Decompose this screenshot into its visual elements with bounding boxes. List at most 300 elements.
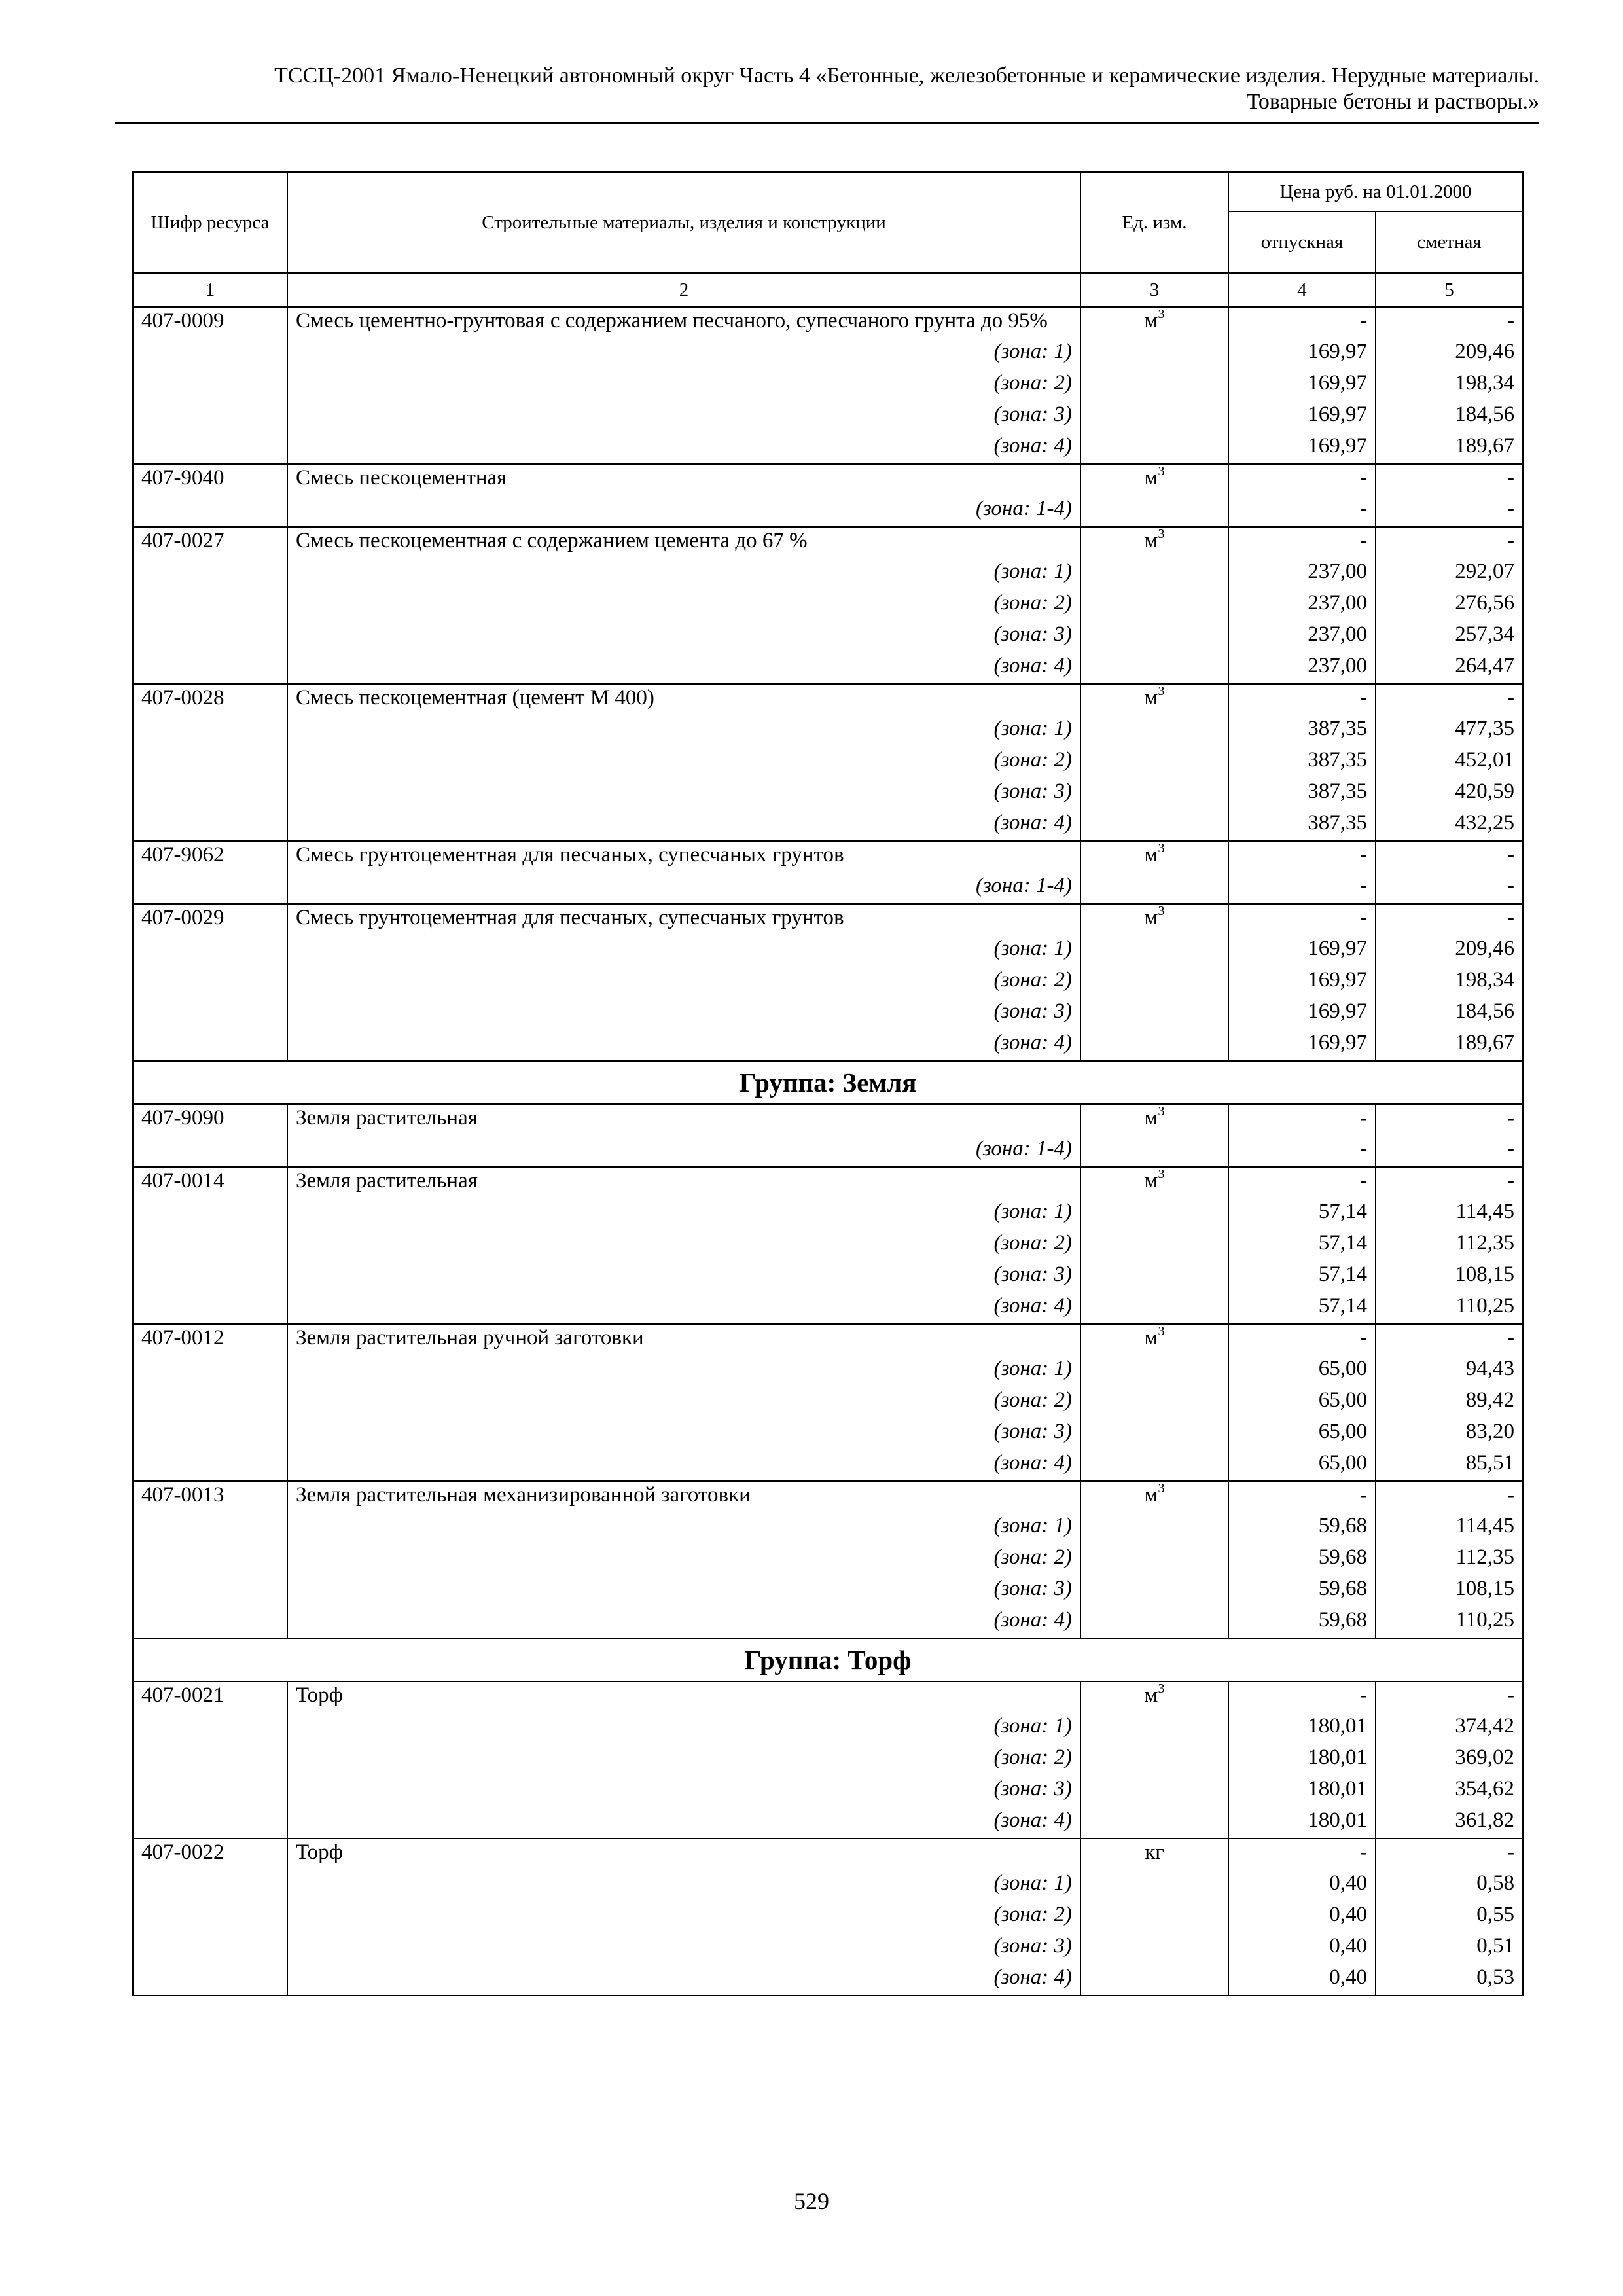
- zone-label: (зона: 1): [287, 715, 1080, 747]
- estimate-price: 198,34: [1376, 370, 1523, 401]
- unit-empty: [1080, 495, 1228, 527]
- zone-label: (зона: 1): [287, 1870, 1080, 1901]
- unit-empty: [1080, 370, 1228, 401]
- estimate-price: -: [1376, 464, 1523, 495]
- resource-code-empty: [133, 1544, 287, 1575]
- unit-empty: [1080, 1964, 1228, 1996]
- resource-name: Земля растительная механизированной заготовки: [287, 1481, 1080, 1513]
- unit-empty: [1080, 872, 1228, 904]
- estimate-price: 110,25: [1376, 1293, 1523, 1324]
- release-price: -: [1228, 1481, 1376, 1513]
- release-price: 387,35: [1228, 810, 1376, 841]
- unit-text: м: [1144, 906, 1158, 929]
- release-price: 0,40: [1228, 1964, 1376, 1996]
- estimate-price: -: [1376, 1136, 1523, 1167]
- table-row: [133, 684, 1523, 715]
- estimate-price: 209,46: [1376, 935, 1523, 967]
- zone-row: [133, 558, 1523, 590]
- table-row: [133, 841, 1523, 872]
- group-title: Группа: Торф: [133, 1638, 1523, 1681]
- release-price: 169,97: [1228, 433, 1376, 464]
- unit-cell: [1080, 307, 1228, 338]
- zone-row: [133, 715, 1523, 747]
- table-row: [133, 464, 1523, 495]
- estimate-price: 452,01: [1376, 747, 1523, 778]
- zone-row: [133, 998, 1523, 1030]
- unit-cell: [1080, 1839, 1228, 1870]
- release-price: -: [1228, 1104, 1376, 1136]
- table-row: [133, 527, 1523, 558]
- zone-label: (зона: 3): [287, 1575, 1080, 1607]
- release-price: 65,00: [1228, 1418, 1376, 1450]
- zone-label: (зона: 1-4): [287, 872, 1080, 904]
- unit-text: кг: [1145, 1840, 1164, 1864]
- unit-exponent: 3: [1158, 904, 1165, 918]
- resource-code-empty: [133, 1713, 287, 1744]
- estimate-price: 0,51: [1376, 1933, 1523, 1964]
- resource-code-empty: [133, 433, 287, 464]
- resource-code: 407-0021: [133, 1681, 287, 1713]
- header-unit: Ед. изм.: [1080, 172, 1228, 273]
- table-row: [133, 1481, 1523, 1513]
- release-price: -: [1228, 527, 1376, 558]
- unit-empty: [1080, 433, 1228, 464]
- resource-code-empty: [133, 1030, 287, 1061]
- estimate-price: 114,45: [1376, 1198, 1523, 1230]
- unit-cell: [1080, 684, 1228, 715]
- unit-empty: [1080, 1807, 1228, 1839]
- resource-code: 407-0028: [133, 684, 287, 715]
- resource-code-empty: [133, 715, 287, 747]
- unit-text: м: [1144, 1106, 1158, 1130]
- zone-label: (зона: 2): [287, 1744, 1080, 1776]
- zone-row: [133, 778, 1523, 810]
- release-price: -: [1228, 1681, 1376, 1713]
- unit-text: м: [1144, 1169, 1158, 1193]
- zone-label: (зона: 1): [287, 1713, 1080, 1744]
- unit-empty: [1080, 1870, 1228, 1901]
- resource-code-empty: [133, 621, 287, 653]
- unit-cell: [1080, 1681, 1228, 1713]
- release-price: 0,40: [1228, 1933, 1376, 1964]
- unit-empty: [1080, 998, 1228, 1030]
- zone-row: [133, 1261, 1523, 1293]
- estimate-price: 369,02: [1376, 1744, 1523, 1776]
- zone-row: [133, 495, 1523, 527]
- column-number: 4: [1228, 273, 1376, 307]
- estimate-price: -: [1376, 684, 1523, 715]
- zone-row: [133, 1198, 1523, 1230]
- estimate-price: 264,47: [1376, 653, 1523, 684]
- zone-label: (зона: 4): [287, 1450, 1080, 1481]
- resource-code-empty: [133, 1355, 287, 1387]
- zone-row: [133, 1450, 1523, 1481]
- zone-row: [133, 1418, 1523, 1450]
- table-row: [133, 1839, 1523, 1870]
- unit-empty: [1080, 967, 1228, 998]
- table-row: [133, 1104, 1523, 1136]
- resource-code-empty: [133, 370, 287, 401]
- zone-label: (зона: 1): [287, 1355, 1080, 1387]
- unit-empty: [1080, 1933, 1228, 1964]
- zone-label: (зона: 3): [287, 621, 1080, 653]
- zone-label: (зона: 1): [287, 935, 1080, 967]
- unit-empty: [1080, 653, 1228, 684]
- resource-code-empty: [133, 1870, 287, 1901]
- resource-code: 407-0013: [133, 1481, 287, 1513]
- zone-label: (зона: 3): [287, 998, 1080, 1030]
- zone-row: [133, 1807, 1523, 1839]
- table-row: [133, 1324, 1523, 1355]
- unit-empty: [1080, 1744, 1228, 1776]
- unit-text: м: [1144, 1483, 1158, 1507]
- column-number: 2: [287, 273, 1080, 307]
- resource-code-empty: [133, 1387, 287, 1418]
- zone-row: [133, 653, 1523, 684]
- header-rule: [115, 122, 1539, 124]
- release-price: 57,14: [1228, 1261, 1376, 1293]
- zone-row: [133, 747, 1523, 778]
- estimate-price: 432,25: [1376, 810, 1523, 841]
- unit-exponent: 3: [1158, 307, 1165, 321]
- unit-empty: [1080, 621, 1228, 653]
- release-price: 387,35: [1228, 715, 1376, 747]
- table-row: [133, 1167, 1523, 1198]
- unit-empty: [1080, 401, 1228, 433]
- zone-row: [133, 621, 1523, 653]
- unit-empty: [1080, 1418, 1228, 1450]
- header-line-1: ТССЦ-2001 Ямало-Ненецкий автономный округ Часть 4 «Бетонные, железобетонные и керамические изделия. Нерудные материалы.: [274, 63, 1539, 88]
- zone-row: [133, 1230, 1523, 1261]
- zone-label: (зона: 2): [287, 1901, 1080, 1933]
- estimate-price: 114,45: [1376, 1513, 1523, 1544]
- zone-label: (зона: 1): [287, 1513, 1080, 1544]
- release-price: 237,00: [1228, 558, 1376, 590]
- release-price: 65,00: [1228, 1355, 1376, 1387]
- estimate-price: 112,35: [1376, 1230, 1523, 1261]
- unit-exponent: 3: [1158, 464, 1165, 478]
- unit-empty: [1080, 1261, 1228, 1293]
- release-price: 180,01: [1228, 1807, 1376, 1839]
- zone-row: [133, 1933, 1523, 1964]
- resource-code: 407-0027: [133, 527, 287, 558]
- resource-code: 407-9090: [133, 1104, 287, 1136]
- unit-text: м: [1144, 1326, 1158, 1350]
- zone-label: (зона: 1-4): [287, 1136, 1080, 1167]
- release-price: 180,01: [1228, 1744, 1376, 1776]
- release-price: -: [1228, 904, 1376, 935]
- header-estimate-price: сметная: [1376, 211, 1523, 273]
- release-price: -: [1228, 1167, 1376, 1198]
- resource-name: Торф: [287, 1681, 1080, 1713]
- resource-name: Смесь цементно-грунтовая с содержанием песчаного, супесчаного грунта до 95%: [287, 307, 1080, 338]
- unit-text: м: [1144, 843, 1158, 867]
- header-line-2: Товарные бетоны и растворы.»: [1246, 90, 1539, 115]
- release-price: 57,14: [1228, 1293, 1376, 1324]
- zone-label: (зона: 2): [287, 967, 1080, 998]
- group-header-row: [133, 1061, 1523, 1104]
- zone-label: (зона: 3): [287, 401, 1080, 433]
- unit-empty: [1080, 1136, 1228, 1167]
- zone-row: [133, 401, 1523, 433]
- unit-empty: [1080, 1355, 1228, 1387]
- release-price: 180,01: [1228, 1713, 1376, 1744]
- estimate-price: 108,15: [1376, 1575, 1523, 1607]
- resource-name: Земля растительная: [287, 1167, 1080, 1198]
- zone-label: (зона: 3): [287, 778, 1080, 810]
- resource-code: 407-9062: [133, 841, 287, 872]
- release-price: 169,97: [1228, 401, 1376, 433]
- estimate-price: -: [1376, 1167, 1523, 1198]
- estimate-price: -: [1376, 527, 1523, 558]
- estimate-price: -: [1376, 495, 1523, 527]
- estimate-price: -: [1376, 307, 1523, 338]
- group-title: Группа: Земля: [133, 1061, 1523, 1104]
- resource-code-empty: [133, 1744, 287, 1776]
- release-price: 0,40: [1228, 1901, 1376, 1933]
- release-price: 169,97: [1228, 935, 1376, 967]
- resource-code: 407-0009: [133, 307, 287, 338]
- table-row: [133, 307, 1523, 338]
- estimate-price: 0,58: [1376, 1870, 1523, 1901]
- zone-row: [133, 1293, 1523, 1324]
- estimate-price: 354,62: [1376, 1776, 1523, 1807]
- unit-exponent: 3: [1158, 1104, 1165, 1119]
- release-price: 387,35: [1228, 747, 1376, 778]
- resource-code-empty: [133, 1964, 287, 1996]
- estimate-price: -: [1376, 872, 1523, 904]
- resource-name: Смесь пескоцементная: [287, 464, 1080, 495]
- release-price: -: [1228, 684, 1376, 715]
- unit-exponent: 3: [1158, 527, 1165, 541]
- release-price: 59,68: [1228, 1607, 1376, 1638]
- zone-label: (зона: 4): [287, 1807, 1080, 1839]
- zone-label: (зона: 4): [287, 810, 1080, 841]
- unit-cell: [1080, 1481, 1228, 1513]
- zone-row: [133, 1030, 1523, 1061]
- resource-code-empty: [133, 338, 287, 370]
- table-row: [133, 904, 1523, 935]
- resource-code-empty: [133, 1136, 287, 1167]
- resource-name: Торф: [287, 1839, 1080, 1870]
- release-price: 65,00: [1228, 1450, 1376, 1481]
- unit-empty: [1080, 778, 1228, 810]
- resource-code-empty: [133, 1901, 287, 1933]
- release-price: 169,97: [1228, 370, 1376, 401]
- estimate-price: 108,15: [1376, 1261, 1523, 1293]
- zone-row: [133, 433, 1523, 464]
- resource-code: 407-0029: [133, 904, 287, 935]
- resource-code-empty: [133, 401, 287, 433]
- unit-empty: [1080, 747, 1228, 778]
- estimate-price: -: [1376, 1839, 1523, 1870]
- resource-code-empty: [133, 967, 287, 998]
- unit-empty: [1080, 1450, 1228, 1481]
- zone-row: [133, 1513, 1523, 1544]
- resource-code-empty: [133, 935, 287, 967]
- unit-empty: [1080, 338, 1228, 370]
- unit-empty: [1080, 1293, 1228, 1324]
- zone-label: (зона: 2): [287, 590, 1080, 621]
- resource-code-empty: [133, 747, 287, 778]
- estimate-price: 83,20: [1376, 1418, 1523, 1450]
- group-header-row: [133, 1638, 1523, 1681]
- unit-empty: [1080, 1607, 1228, 1638]
- release-price: 169,97: [1228, 998, 1376, 1030]
- zone-row: [133, 810, 1523, 841]
- release-price: 169,97: [1228, 338, 1376, 370]
- resource-code: 407-9040: [133, 464, 287, 495]
- unit-text: м: [1144, 309, 1158, 332]
- unit-empty: [1080, 1387, 1228, 1418]
- zone-label: (зона: 2): [287, 747, 1080, 778]
- unit-cell: [1080, 1167, 1228, 1198]
- zone-row: [133, 338, 1523, 370]
- release-price: 237,00: [1228, 590, 1376, 621]
- zone-row: [133, 1744, 1523, 1776]
- release-price: 65,00: [1228, 1387, 1376, 1418]
- zone-label: (зона: 3): [287, 1418, 1080, 1450]
- zone-label: (зона: 3): [287, 1933, 1080, 1964]
- zone-row: [133, 1713, 1523, 1744]
- zone-label: (зона: 4): [287, 1964, 1080, 1996]
- estimate-price: 189,67: [1376, 433, 1523, 464]
- unit-cell: [1080, 464, 1228, 495]
- unit-empty: [1080, 1575, 1228, 1607]
- resource-code-empty: [133, 1418, 287, 1450]
- zone-row: [133, 1355, 1523, 1387]
- zone-label: (зона: 1): [287, 1198, 1080, 1230]
- resource-code: 407-0022: [133, 1839, 287, 1870]
- resource-code-empty: [133, 1513, 287, 1544]
- estimate-price: 209,46: [1376, 338, 1523, 370]
- unit-exponent: 3: [1158, 1681, 1165, 1696]
- unit-empty: [1080, 935, 1228, 967]
- estimate-price: -: [1376, 841, 1523, 872]
- zone-label: (зона: 1-4): [287, 495, 1080, 527]
- unit-cell: [1080, 904, 1228, 935]
- estimate-price: -: [1376, 1681, 1523, 1713]
- resource-code-empty: [133, 558, 287, 590]
- page-number: 529: [794, 2188, 829, 2214]
- resource-name: Смесь грунтоцементная для песчаных, супесчаных грунтов: [287, 904, 1080, 935]
- release-price: -: [1228, 464, 1376, 495]
- release-price: -: [1228, 1136, 1376, 1167]
- estimate-price: 112,35: [1376, 1544, 1523, 1575]
- unit-empty: [1080, 1198, 1228, 1230]
- estimate-price: 184,56: [1376, 401, 1523, 433]
- estimate-price: 0,53: [1376, 1964, 1523, 1996]
- zone-row: [133, 1544, 1523, 1575]
- resource-code: 407-0012: [133, 1324, 287, 1355]
- zone-label: (зона: 3): [287, 1261, 1080, 1293]
- unit-cell: [1080, 527, 1228, 558]
- unit-empty: [1080, 810, 1228, 841]
- zone-label: (зона: 4): [287, 653, 1080, 684]
- resource-name: Земля растительная: [287, 1104, 1080, 1136]
- resource-code: 407-0014: [133, 1167, 287, 1198]
- zone-label: (зона: 4): [287, 1607, 1080, 1638]
- table-row: [133, 1681, 1523, 1713]
- estimate-price: 276,56: [1376, 590, 1523, 621]
- release-price: 59,68: [1228, 1544, 1376, 1575]
- resource-code-empty: [133, 1807, 287, 1839]
- header-release-price: отпускная: [1228, 211, 1376, 273]
- resource-code-empty: [133, 1776, 287, 1807]
- release-price: 0,40: [1228, 1870, 1376, 1901]
- release-price: 180,01: [1228, 1776, 1376, 1807]
- unit-exponent: 3: [1158, 684, 1165, 698]
- estimate-price: -: [1376, 904, 1523, 935]
- page-header: [115, 63, 1539, 115]
- zone-row: [133, 1136, 1523, 1167]
- resource-name: Смесь пескоцементная (цемент М 400): [287, 684, 1080, 715]
- estimate-price: 477,35: [1376, 715, 1523, 747]
- unit-exponent: 3: [1158, 841, 1165, 855]
- resource-name: Смесь грунтоцементная для песчаных, супесчаных грунтов: [287, 841, 1080, 872]
- estimate-price: 292,07: [1376, 558, 1523, 590]
- zone-label: (зона: 1): [287, 338, 1080, 370]
- estimate-price: -: [1376, 1104, 1523, 1136]
- release-price: 57,14: [1228, 1230, 1376, 1261]
- zone-row: [133, 1870, 1523, 1901]
- resource-code-empty: [133, 1261, 287, 1293]
- unit-text: м: [1144, 686, 1158, 709]
- resource-code-empty: [133, 1575, 287, 1607]
- unit-cell: [1080, 1324, 1228, 1355]
- resource-code-empty: [133, 653, 287, 684]
- release-price: 237,00: [1228, 621, 1376, 653]
- estimate-price: 110,25: [1376, 1607, 1523, 1638]
- table-body: [133, 307, 1523, 1996]
- resource-price-table: [132, 171, 1524, 1996]
- zone-label: (зона: 3): [287, 1776, 1080, 1807]
- zone-row: [133, 1964, 1523, 1996]
- resource-code-empty: [133, 810, 287, 841]
- estimate-price: 85,51: [1376, 1450, 1523, 1481]
- zone-row: [133, 967, 1523, 998]
- zone-row: [133, 370, 1523, 401]
- estimate-price: -: [1376, 1324, 1523, 1355]
- zone-label: (зона: 4): [287, 433, 1080, 464]
- estimate-price: 420,59: [1376, 778, 1523, 810]
- resource-name: Земля растительная ручной заготовки: [287, 1324, 1080, 1355]
- zone-row: [133, 872, 1523, 904]
- release-price: 57,14: [1228, 1198, 1376, 1230]
- zone-label: (зона: 1): [287, 558, 1080, 590]
- resource-code-empty: [133, 590, 287, 621]
- header-code: Шифр ресурса: [133, 172, 287, 273]
- estimate-price: 184,56: [1376, 998, 1523, 1030]
- header-name: Строительные материалы, изделия и конструкции: [287, 172, 1080, 273]
- unit-empty: [1080, 1713, 1228, 1744]
- column-number: 5: [1376, 273, 1523, 307]
- estimate-price: 94,43: [1376, 1355, 1523, 1387]
- zone-label: (зона: 4): [287, 1293, 1080, 1324]
- release-price: -: [1228, 1839, 1376, 1870]
- estimate-price: 374,42: [1376, 1713, 1523, 1744]
- release-price: -: [1228, 307, 1376, 338]
- estimate-price: 189,67: [1376, 1030, 1523, 1061]
- unit-exponent: 3: [1158, 1324, 1165, 1338]
- estimate-price: -: [1376, 1481, 1523, 1513]
- zone-row: [133, 1575, 1523, 1607]
- unit-text: м: [1144, 529, 1158, 552]
- zone-row: [133, 1901, 1523, 1933]
- resource-code-empty: [133, 1607, 287, 1638]
- release-price: 387,35: [1228, 778, 1376, 810]
- release-price: -: [1228, 841, 1376, 872]
